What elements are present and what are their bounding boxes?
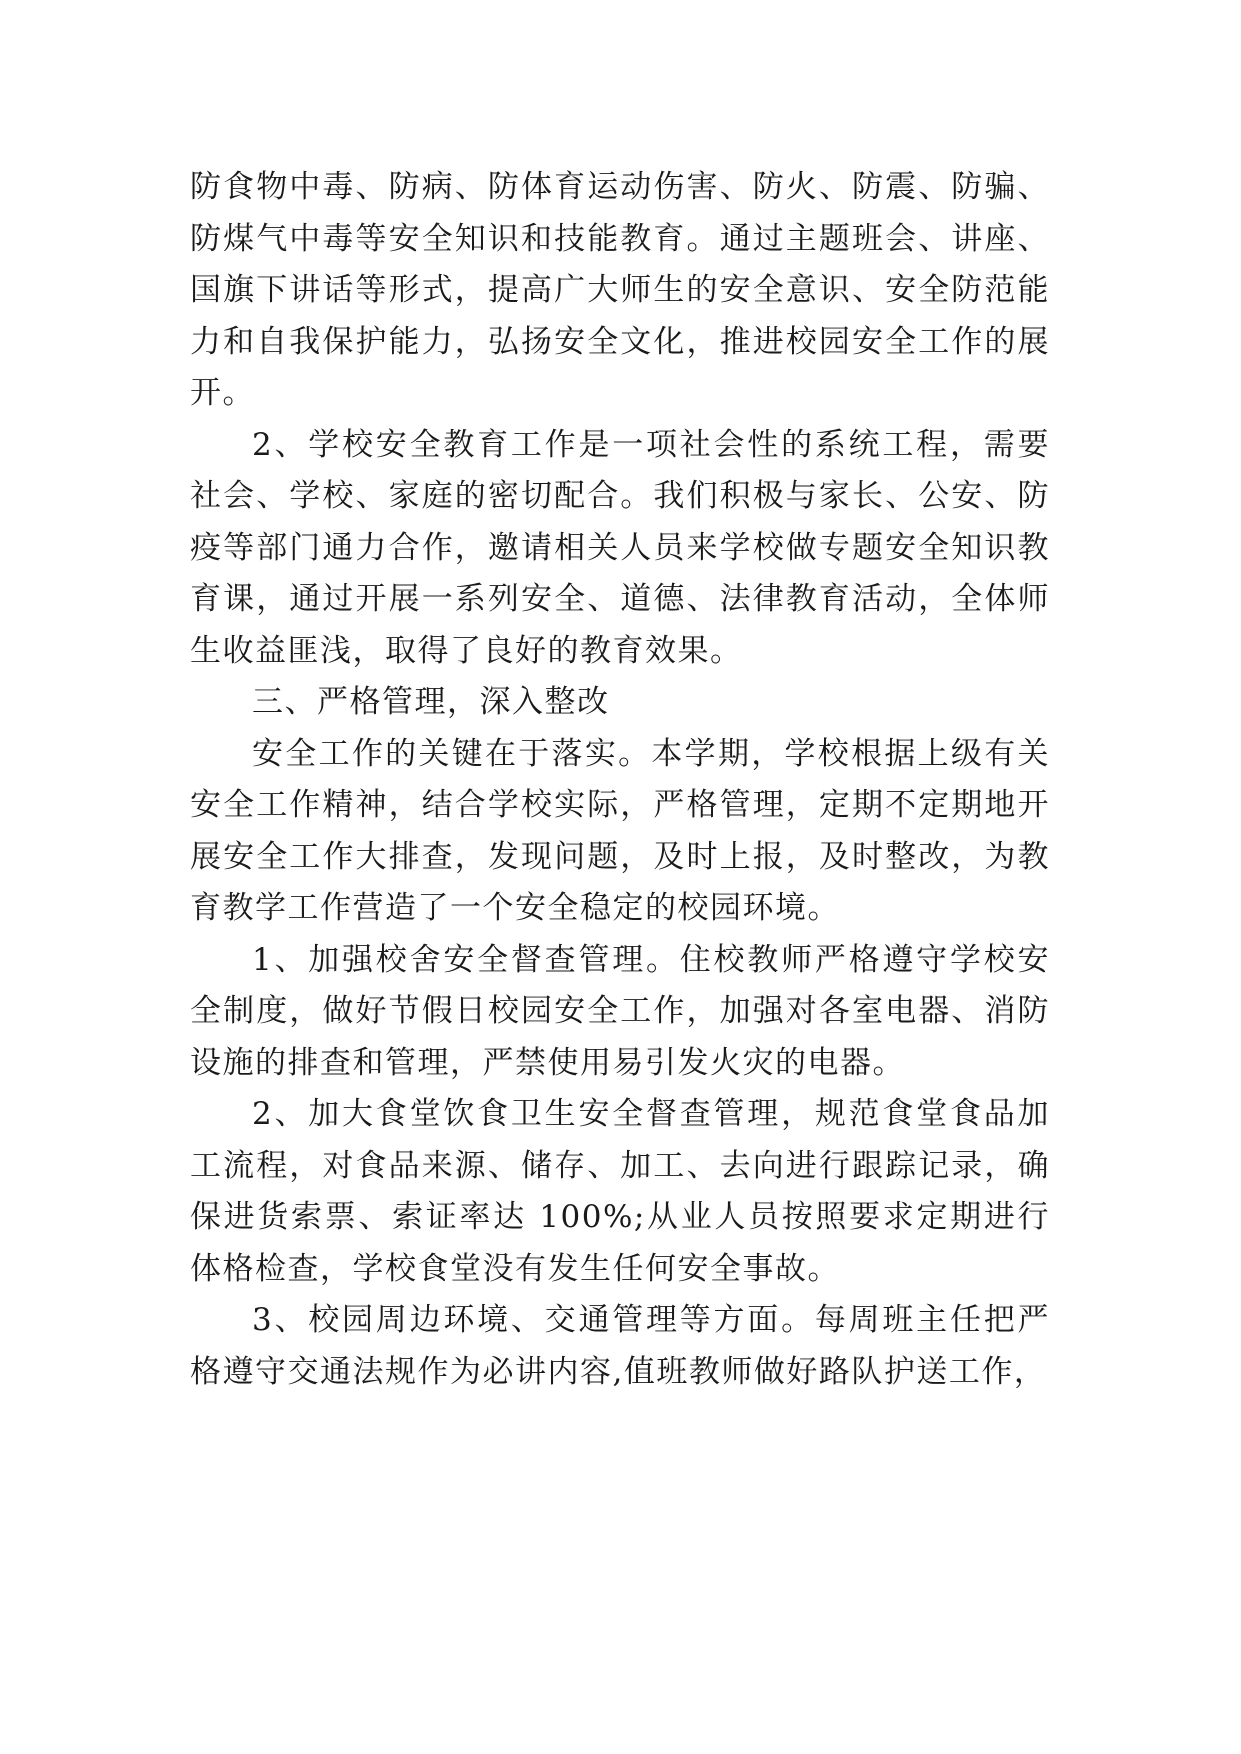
paragraph-item-2-education: 2、学校安全教育工作是一项社会性的系统工程，需要社会、学校、家庭的密切配合。我们积极与家长、公安、防疫等部门通力合作，邀请相关人员来学校做专题安全知识教育课，通过开展一系列安全、道德、法律教育活动，全体师生收益匪浅，取得了良好的教育效果。 — [190, 426, 1050, 669]
section-heading-3: 三、严格管理，深入整改 — [252, 684, 610, 720]
paragraph-section-3-intro: 安全工作的关键在于落实。本学期，学校根据上级有关安全工作精神，结合学校实际，严格管理，定期不定期地开展安全工作大排查，发现问题，及时上报，及时整改，为教育教学工作营造了一个安全稳定的校园环境。 — [190, 735, 1050, 926]
paragraph-safety-knowledge-continued: 防食物中毒、防病、防体育运动伤害、防火、防震、防骗、防煤气中毒等安全知识和技能教育。通过主题班会、讲座、国旗下讲话等形式，提高广大师生的安全意识、安全防范能力和自我保护能力，弘扬安全文化，推进校园安全工作的展开。 — [190, 169, 1050, 411]
paragraph-item-1-dormitory: 1、加强校舍安全督查管理。住校教师严格遵守学校安全制度，做好节假日校园安全工作，加强对各室电器、消防设施的排查和管理，严禁使用易引发火灾的电器。 — [190, 941, 1050, 1081]
document-body — [190, 162, 1050, 1398]
paragraph-item-2-canteen: 2、加大食堂饮食卫生安全督查管理，规范食堂食品加工流程，对食品来源、储存、加工、去向进行跟踪记录，确保进货索票、索证率达 100%;从业人员按照要求定期进行体格检查，学校食堂没有发生任何安全事故。 — [190, 1096, 1050, 1287]
paragraph-item-3-traffic: 3、校园周边环境、交通管理等方面。每周班主任把严格遵守交通法规作为必讲内容,值班教师做好路队护送工作， — [190, 1302, 1050, 1390]
